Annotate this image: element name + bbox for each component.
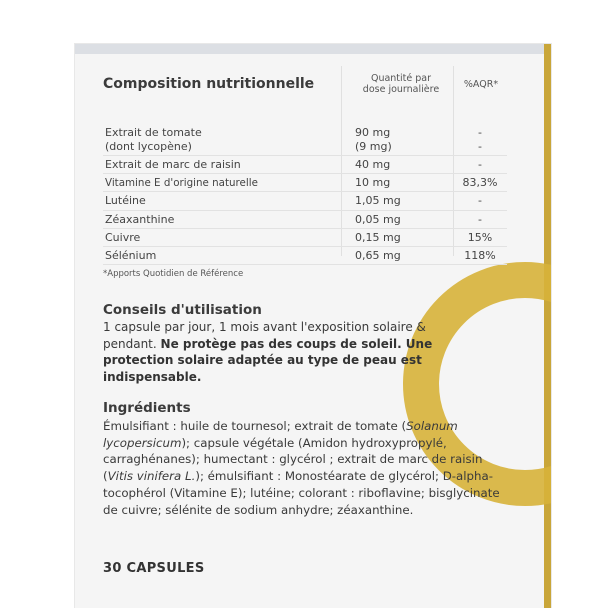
nutrient-name-line: Extrait de tomate xyxy=(105,126,202,139)
nutrient-quantity: 40 mg xyxy=(355,158,391,171)
ingredients-part: ); capsule végétale (Amidon hydroxypropylé, carraghénanes); humectant : glycérol ; extrait de marc de raisin ( xyxy=(103,435,483,484)
ingredients-latin-name: Vitis vinifera L. xyxy=(107,469,196,484)
capsule-count: 30 CAPSULES xyxy=(103,561,205,576)
nutrient-name: Cuivre xyxy=(105,230,141,244)
quantity-column-header xyxy=(341,73,461,95)
nutrient-name xyxy=(105,126,345,154)
nutrient-quantity: 0,65 mg xyxy=(355,248,401,262)
aqr-footnote: *Apports Quotidien de Référence xyxy=(103,269,244,279)
nutrient-name: Extrait de marc de raisin xyxy=(105,158,241,171)
nutrient-aqr: 83,3% xyxy=(462,176,498,190)
table-row xyxy=(103,211,507,229)
nutrient-name: Vitamine E d'origine naturelle xyxy=(105,177,258,190)
nutrient-aqr: - xyxy=(478,194,482,208)
nutrition-title: Composition nutritionnelle xyxy=(103,76,315,92)
nutrient-quantity: 0,05 mg xyxy=(355,212,401,226)
quantity-header-line1: Quantité par xyxy=(370,73,432,84)
nutrient-name: Zéaxanthine xyxy=(105,212,175,226)
nutrient-quantity-line: 90 mg xyxy=(355,126,391,139)
usage-title: Conseils d'utilisation xyxy=(103,302,262,318)
nutrient-aqr xyxy=(453,126,507,154)
table-row xyxy=(103,174,507,192)
nutrient-quantity-line: (9 mg) xyxy=(355,140,392,153)
usage-warning-text: Ne protège pas des coups de soleil. Une protection solaire adaptée au type de peau est indispensable. xyxy=(103,336,433,384)
nutrient-aqr-line: - xyxy=(478,140,482,153)
ingredients-title: Ingrédients xyxy=(103,400,191,416)
ingredients-part: Émulsifiant : huile de tournesol; extrait de tomate ( xyxy=(103,419,407,433)
usage-plain-text: 1 capsule par jour, 1 mois avant l'exposition solaire & pendant. xyxy=(103,320,426,351)
top-band xyxy=(75,44,551,54)
nutrient-aqr: 118% xyxy=(464,248,496,262)
nutrient-name-line: (dont lycopène) xyxy=(105,140,192,153)
nutrient-name: Sélénium xyxy=(105,248,157,262)
nutrient-quantity: 0,15 mg xyxy=(355,230,401,244)
nutrient-aqr: 15% xyxy=(467,230,493,244)
ingredients-latin-name: Solanum lycopersicum xyxy=(103,419,458,450)
nutrition-table xyxy=(103,124,507,265)
aqr-column-header: %AQR* xyxy=(463,79,499,90)
nutrient-aqr: - xyxy=(478,158,482,171)
product-box-panel xyxy=(75,44,551,608)
nutrient-aqr-line: - xyxy=(478,126,482,139)
ingredients-text xyxy=(103,418,508,518)
nutrient-aqr: - xyxy=(478,212,482,226)
nutrient-quantity: 1,05 mg xyxy=(355,194,401,208)
nutrient-quantity: 10 mg xyxy=(355,176,391,190)
quantity-header-line2: dose journalière xyxy=(362,84,440,95)
nutrient-quantity xyxy=(341,126,465,154)
ingredients-part: ); émulsifiant : Monostéarate de glycérol; D-alpha-tocophérol (Vitamine E); lutéine; colorant : riboflavine; bisglycinate de cuivre; sélénite de sodium anhydre; zéaxanthine. xyxy=(103,469,500,517)
table-row xyxy=(103,124,507,156)
usage-text xyxy=(103,319,453,385)
table-row xyxy=(103,229,507,247)
table-row xyxy=(103,247,507,265)
table-row xyxy=(103,192,507,210)
nutrient-name: Lutéine xyxy=(105,194,146,208)
table-row xyxy=(103,156,507,174)
